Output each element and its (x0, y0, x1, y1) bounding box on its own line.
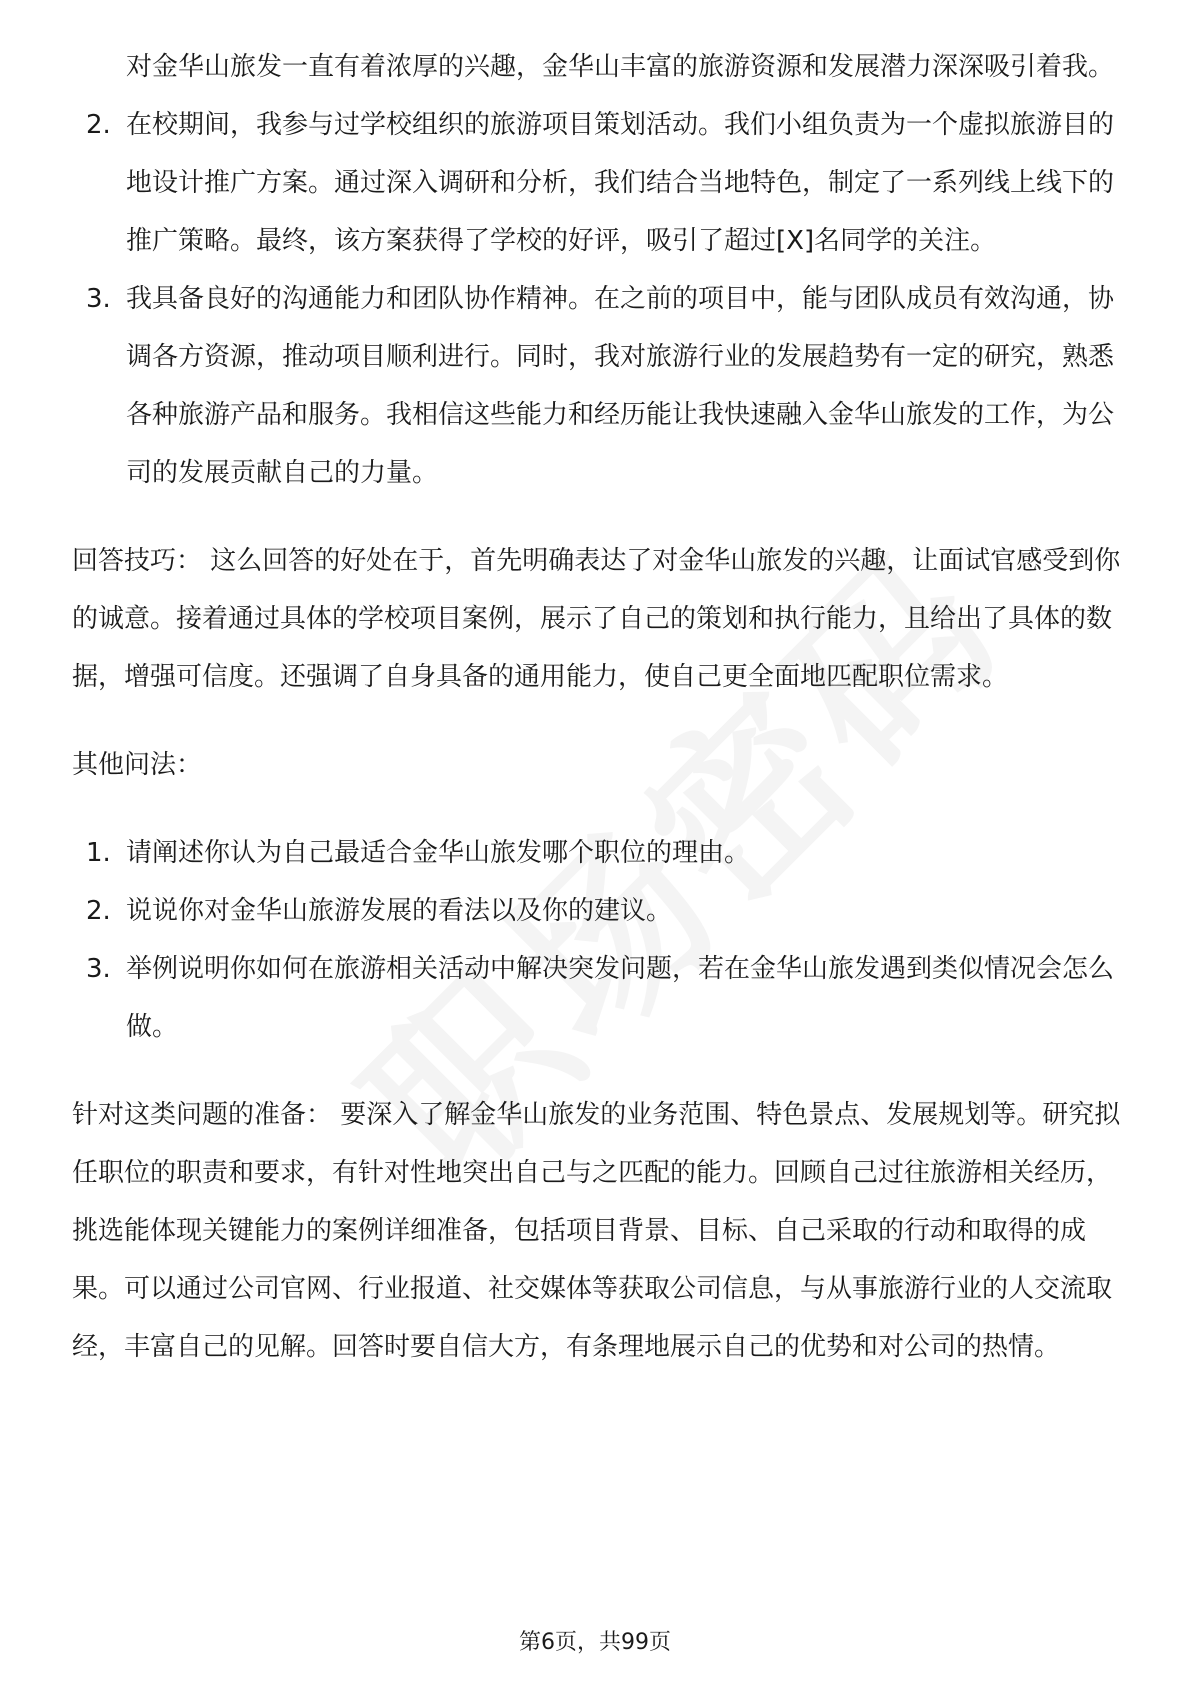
preparation-label: 针对这类问题的准备： (72, 1100, 333, 1130)
list-item-number: 1. (86, 838, 111, 868)
list-item (72, 940, 1122, 1056)
intro-continuation: 对金华山旅发一直有着浓厚的兴趣，金华山丰富的旅游资源和发展潜力深深吸引着我。 (126, 52, 1115, 82)
list-item-text: 举例说明你如何在旅游相关活动中解决突发问题，若在金华山旅发遇到类似情况会怎么做。 (126, 954, 1115, 1042)
list-item-text: 请阐述你认为自己最适合金华山旅发哪个职位的理由。 (126, 838, 751, 868)
spacer (72, 706, 1122, 736)
list-item-number: 3. (86, 954, 111, 984)
tips-label: 回答技巧： (72, 546, 203, 576)
list-item-text: 说说你对金华山旅游发展的看法以及你的建议。 (126, 896, 673, 926)
list-item (72, 824, 1122, 882)
list-item (72, 270, 1122, 502)
list-item-text: 我具备良好的沟通能力和团队协作精神。在之前的项目中，能与团队成员有效沟通，协调各方资源，推动项目顺利进行。同时，我对旅游行业的发展趋势有一定的研究，熟悉各种旅游产品和服务。我相信这些能力和经历能让我快速融入金华山旅发的工作，为公司的发展贡献自己的力量。 (126, 284, 1115, 488)
list-item (72, 882, 1122, 940)
list-item-number: 2. (86, 110, 111, 140)
other-questions-heading: 其他问法： (72, 750, 203, 780)
page-content (72, 38, 1122, 1376)
spacer (72, 794, 1122, 824)
preparation-text: 要深入了解金华山旅发的业务范围、特色景点、发展规划等。研究拟任职位的职责和要求，有针对性地突出自己与之匹配的能力。回顾自己过往旅游相关经历，挑选能体现关键能力的案例详细准备，包括项目背景、目标、自己采取的行动和取得的成果。可以通过公司官网、行业报道、社交媒体等获取公司信息，与从事旅游行业的人交流取经，丰富自己的见解。回答时要自信大方，有条理地展示自己的优势和对公司的热情。 (72, 1100, 1121, 1362)
list-item-number: 3. (86, 284, 111, 314)
list-item-text: 在校期间，我参与过学校组织的旅游项目策划活动。我们小组负责为一个虚拟旅游目的地设计推广方案。通过深入调研和分析，我们结合当地特色，制定了一系列线上线下的推广策略。最终，该方案获得了学校的好评，吸引了超过[X]名同学的关注。 (126, 110, 1115, 256)
list-item (72, 96, 1122, 270)
page-number: 第6页，共99页 (519, 1630, 671, 1655)
tips-text: 这么回答的好处在于，首先明确表达了对金华山旅发的兴趣，让面试官感受到你的诚意。接着通过具体的学校项目案例，展示了自己的策划和执行能力，且给出了具体的数据，增强可信度。还强调了自身具备的通用能力，使自己更全面地匹配职位需求。 (72, 546, 1121, 692)
preparation-paragraph (72, 1086, 1122, 1376)
spacer (72, 502, 1122, 532)
other-questions-list (72, 824, 1122, 1056)
spacer (72, 1056, 1122, 1086)
answer-list (72, 96, 1122, 502)
list-item-number: 2. (86, 896, 111, 926)
tips-paragraph (72, 532, 1122, 706)
